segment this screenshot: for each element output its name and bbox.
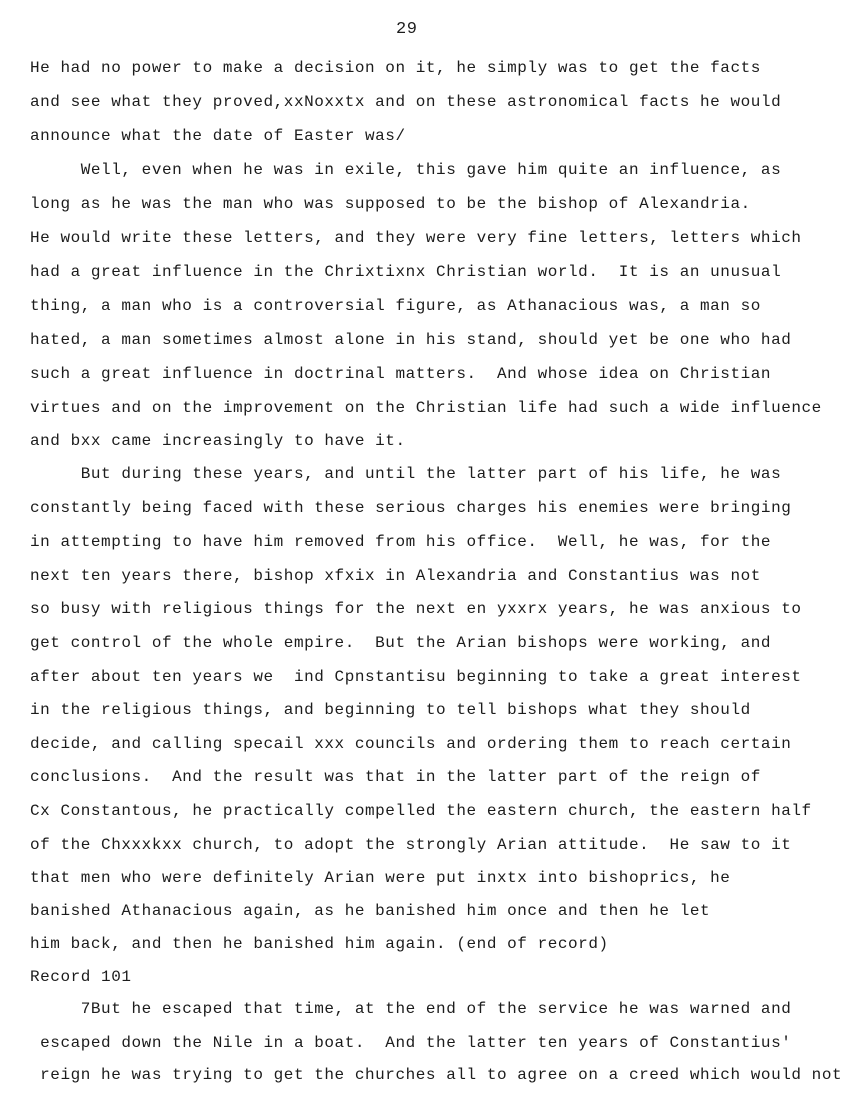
text-line: and see what they proved,xxNoxxtx and on these astronomical facts he would: [30, 93, 782, 111]
text-line: Cx Constantous, he practically compelled the eastern church, the eastern half: [30, 802, 812, 820]
text-line: 7But he escaped that time, at the end of the service he was warned and: [30, 1000, 792, 1018]
text-line: of the Chxxxkxx church, to adopt the strongly Arian attitude. He saw to it: [30, 836, 792, 854]
text-line: after about ten years we ind Cpnstantisu beginning to take a great interest: [30, 668, 802, 686]
text-line: him back, and then he banished him again. (end of record): [30, 935, 609, 953]
text-line: such a great influence in doctrinal matters. And whose idea on Christian: [30, 365, 772, 383]
text-line: announce what the date of Easter was/: [30, 127, 406, 145]
record-label: Record 101: [30, 968, 132, 986]
text-line: decide, and calling specail xxx councils and ordering them to reach certain: [30, 735, 792, 753]
text-line: He had no power to make a decision on it, he simply was to get the facts: [30, 59, 761, 77]
text-line: that men who were definitely Arian were put inxtx into bishoprics, he: [30, 869, 731, 887]
text-line: long as he was the man who was supposed to be the bishop of Alexandria.: [30, 195, 751, 213]
text-line: conclusions. And the result was that in the latter part of the reign of: [30, 768, 761, 786]
text-line: so busy with religious things for the next en yxxrx years, he was anxious to: [30, 600, 802, 618]
text-line: escaped down the Nile in a boat. And the latter ten years of Constantius': [30, 1034, 792, 1052]
page-number: 29: [396, 20, 418, 39]
text-line: thing, a man who is a controversial figure, as Athanacious was, a man so: [30, 297, 761, 315]
text-line: constantly being faced with these serious charges his enemies were bringing: [30, 499, 792, 517]
text-line: banished Athanacious again, as he banished him once and then he let: [30, 902, 711, 920]
text-line: But during these years, and until the latter part of his life, he was: [30, 465, 782, 483]
text-line: get control of the whole empire. But the Arian bishops were working, and: [30, 634, 772, 652]
text-line: hated, a man sometimes almost alone in his stand, should yet be one who had: [30, 331, 792, 349]
text-line: in the religious things, and beginning to tell bishops what they should: [30, 701, 751, 719]
text-line: and bxx came increasingly to have it.: [30, 432, 406, 450]
text-line: reign he was trying to get the churches all to agree on a creed which would not: [30, 1066, 843, 1084]
text-line: next ten years there, bishop xfxix in Alexandria and Constantius was not: [30, 567, 761, 585]
text-line: in attempting to have him removed from his office. Well, he was, for the: [30, 533, 772, 551]
text-line: He would write these letters, and they were very fine letters, letters which: [30, 229, 802, 247]
text-line: Well, even when he was in exile, this gave him quite an influence, as: [30, 161, 782, 179]
text-line: virtues and on the improvement on the Christian life had such a wide influence: [30, 399, 822, 417]
text-line: had a great influence in the Chrixtixnx Christian world. It is an unusual: [30, 263, 782, 281]
